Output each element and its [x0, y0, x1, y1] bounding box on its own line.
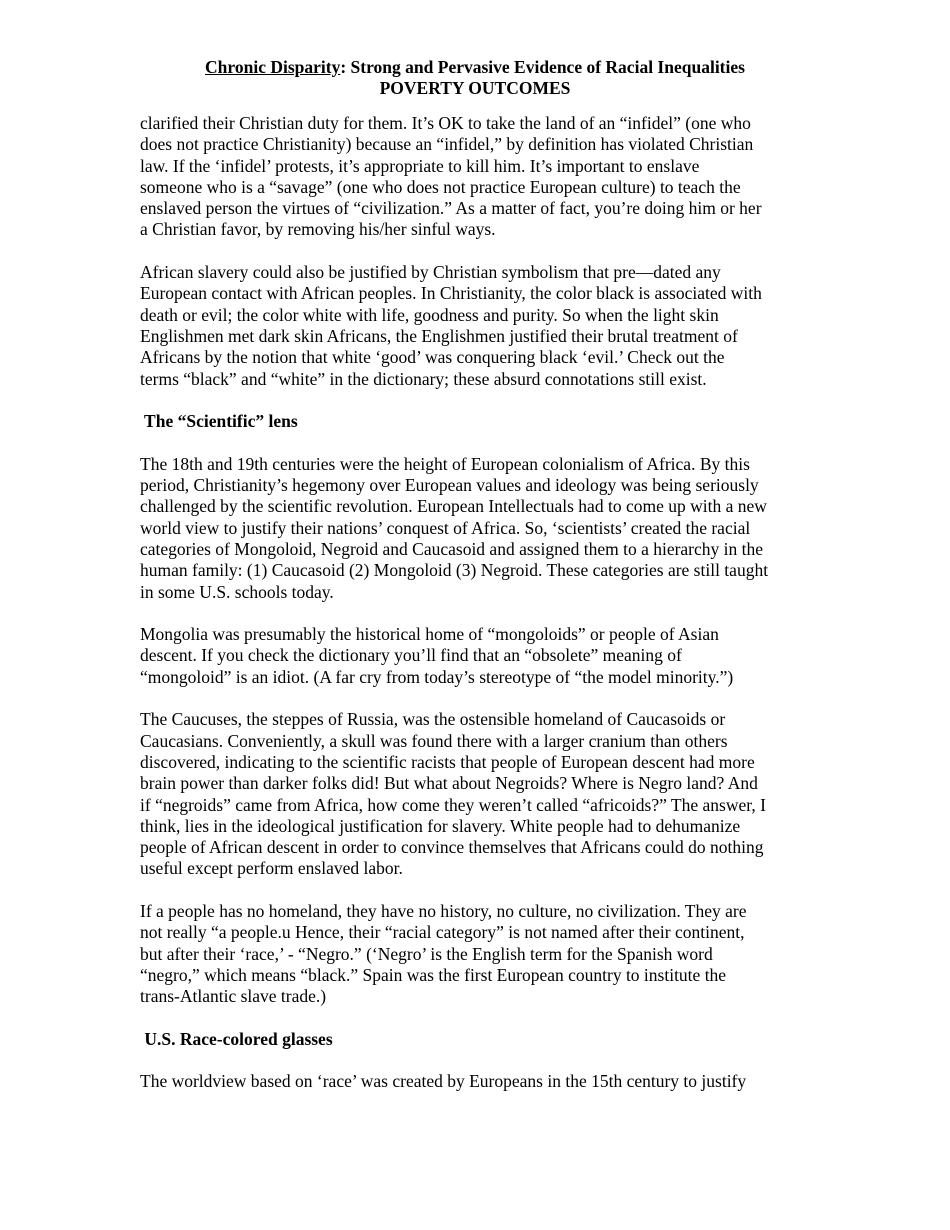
document-subtitle: POVERTY OUTCOMES — [379, 78, 571, 98]
paragraph-mongolia: Mongolia was presumably the historical home of “mongoloids” or people of Asian descent. If you check the dictionary you’ll find that an “obsolete” meaning of “mongoloid” is an idiot. (A far cry from today’s stereotype of “the model minority.”) — [140, 624, 734, 687]
document-body — [140, 113, 830, 1114]
page-header — [0, 57, 950, 99]
paragraph-christian-symbolism: African slavery could also be justified by Christian symbolism that pre—dated any European contact with African peoples. In Christianity, the color black is associated with death or evil; the color white with life, goodness and purity. So when the light skin Englishmen met dark skin Africans, the Englishmen justified their brutal treatment of Africans by the notion that white ‘good’ was conquering black ‘evil.’ Check out the terms “black” and “white” in the dictionary; these absurd connotations still exist. — [140, 262, 762, 389]
document-title — [0, 57, 950, 78]
section-heading-scientific-lens: The “Scientific” lens — [140, 411, 298, 432]
paragraph-homeland: If a people has no homeland, they have no history, no culture, no civilization. They are not really “a people.u Hence, their “racial category” is not named after their continent, but after their ‘race,’ - “Negro.” (‘Negro’ is the English term for the Spanish word “negro,” which means “black.” Spain was the first European country to institute the trans-Atlantic slave trade.) — [140, 900, 747, 1007]
section-heading-race-colored-glasses: U.S. Race-colored glasses — [140, 1028, 333, 1049]
paragraph-colonialism: The 18th and 19th centuries were the height of European colonialism of Africa. By this period, Christianity’s hegemony over European values and ideology was being seriously challenged by the scientific revolution. European Intellectuals had to come up with a new world view to justify their nations’ conquest of Africa. So, ‘scientists’ created the racial categories of Mongoloid, Negroid and Caucasoid and assigned them to a hierarchy in the human family: (1) Caucasoid (2) Mongoloid (3) Negroid. These categories are still taught in some U.S. schools today. — [140, 453, 769, 602]
paragraph-caucuses: The Caucuses, the steppes of Russia, was the ostensible homeland of Caucasoids or Caucasians. Conveniently, a skull was found there with a larger cranium than others discovered, indicating to the scientific racists that people of European descent had more brain power than darker folks did! But what about Negroids? Where is Negro land? And if “negroids” came from Africa, how come they weren’t called “africoids?” The answer, I think, lies in the ideological justification for slavery. White people had to dehumanize people of African descent in order to convince themselves that Africans could do nothing useful except perform enslaved labor. — [140, 709, 766, 879]
paragraph-worldview: The worldview based on ‘race’ was created by Europeans in the 15th century to justify — [140, 1071, 747, 1092]
title-underlined: Chronic Disparity — [205, 57, 341, 77]
paragraph-christian-duty: clarified their Christian duty for them. It’s OK to take the land of an “infidel” (one who does not practice Christianity) because an “infidel,” by definition has violated Christian law. If the ‘infidel’ protests, it’s appropriate to kill him. It’s important to enslave someone who is a “savage” (one who does not practice European culture) to teach the enslaved person the virtues of “civilization.” As a matter of fact, you’re doing him or her a Christian favor, by removing his/her sinful ways. — [140, 113, 762, 240]
title-rest: : Strong and Pervasive Evidence of Racial Inequalities — [340, 57, 745, 77]
